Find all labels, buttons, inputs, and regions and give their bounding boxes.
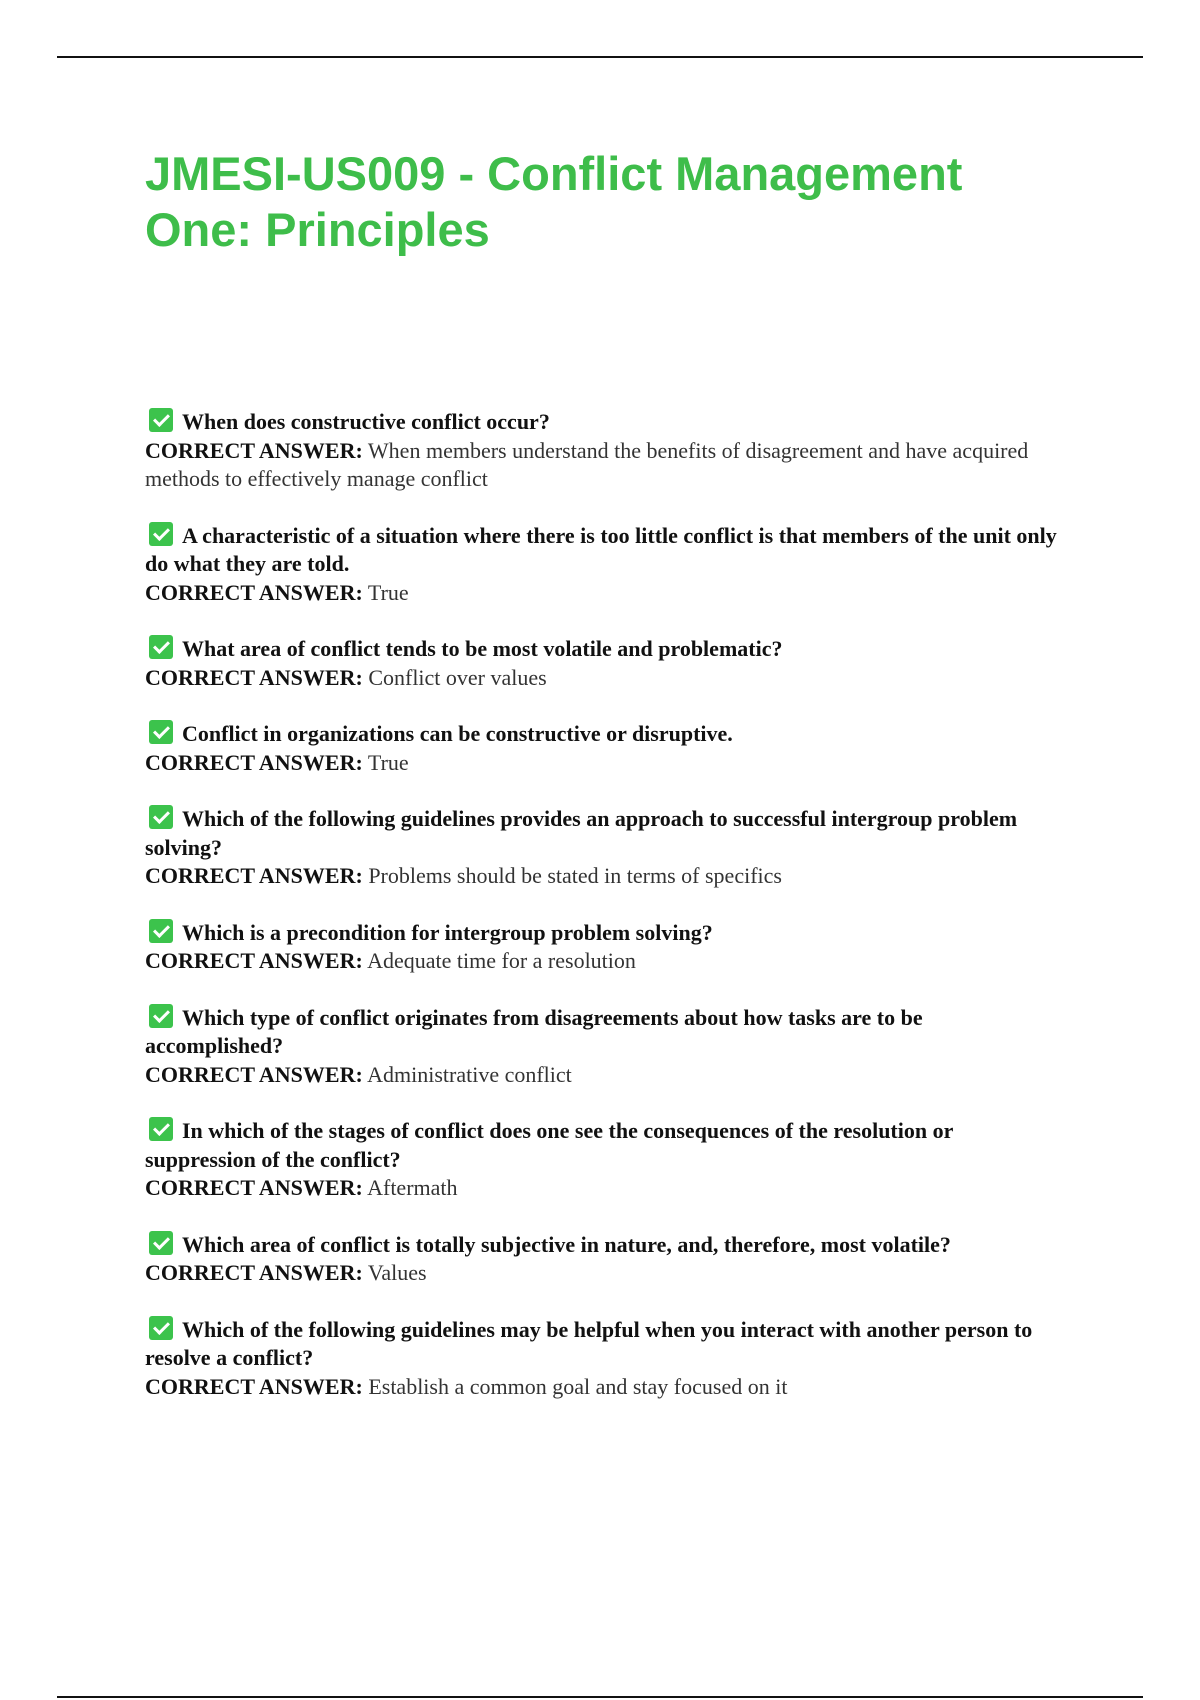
- answer-label: CORRECT ANSWER:: [145, 1061, 363, 1087]
- checkmark-icon: [149, 919, 173, 943]
- question-text: In which of the stages of conflict does one see the consequences of the resolution or suppression of the conflict?: [145, 1118, 953, 1172]
- question-text: Which of the following guidelines may be helpful when you interact with another person to resolve a conflict?: [145, 1316, 1033, 1370]
- answer-text: Conflict over values: [368, 664, 547, 690]
- checkmark-icon: [149, 1316, 173, 1340]
- answer-label: CORRECT ANSWER:: [145, 948, 363, 973]
- question-text: Which is a precondition for intergroup problem solving?: [182, 919, 713, 945]
- answer-text: Administrative conflict: [367, 1061, 572, 1087]
- checkmark-icon: [149, 720, 173, 744]
- qa-item: [145, 635, 1065, 692]
- checkmark-icon: [149, 805, 173, 829]
- question-text: A characteristic of a situation where there is too little conflict is that members of the unit only do what they are told.: [145, 522, 1057, 576]
- answer-label: CORRECT ANSWER:: [145, 1175, 363, 1200]
- answer-text: Aftermath: [367, 1175, 458, 1200]
- answer-label: CORRECT ANSWER:: [145, 437, 363, 463]
- question-text: Which area of conflict is totally subjective in nature, and, therefore, most volatile?: [182, 1231, 951, 1257]
- qa-item: [145, 1231, 1065, 1288]
- answer-text: Establish a common goal and stay focused on it: [368, 1373, 788, 1399]
- answer-text: Values: [367, 1260, 427, 1285]
- checkmark-icon: [149, 1231, 173, 1255]
- checkmark-icon: [149, 1004, 173, 1028]
- qa-item: [145, 805, 1065, 891]
- bottom-rule: [57, 1696, 1143, 1698]
- answer-text: Adequate time for a resolution: [367, 948, 636, 973]
- answer-label: CORRECT ANSWER:: [145, 863, 363, 888]
- qa-item: [145, 1117, 1065, 1203]
- answer-text: When members understand the benefits of disagreement and have acquired methods to effectively manage conflict: [145, 437, 1029, 491]
- qa-item: [145, 919, 1065, 976]
- question-text: Which type of conflict originates from disagreements about how tasks are to be accomplished?: [145, 1004, 923, 1058]
- document-title: JMESI-US009 - Conflict Management One: Principles: [145, 147, 963, 256]
- answer-label: CORRECT ANSWER:: [145, 749, 363, 775]
- answer-text: True: [367, 749, 409, 775]
- qa-item: [145, 1004, 1065, 1090]
- answer-label: CORRECT ANSWER:: [145, 1260, 363, 1285]
- checkmark-icon: [149, 1117, 173, 1141]
- checkmark-icon: [149, 635, 173, 659]
- checkmark-icon: [149, 408, 173, 432]
- qa-item: [145, 522, 1065, 608]
- top-rule: [57, 56, 1143, 58]
- answer-label: CORRECT ANSWER:: [145, 664, 363, 690]
- question-text: Which of the following guidelines provides an approach to successful intergroup problem solving?: [145, 806, 1018, 860]
- question-text: Conflict in organizations can be constructive or disruptive.: [182, 721, 733, 746]
- answer-label: CORRECT ANSWER:: [145, 579, 363, 605]
- question-text: When does constructive conflict occur?: [182, 409, 550, 434]
- question-text: What area of conflict tends to be most volatile and problematic?: [182, 636, 783, 661]
- answer-label: CORRECT ANSWER:: [145, 1373, 363, 1399]
- answer-text: Problems should be stated in terms of specifics: [368, 863, 782, 888]
- qa-item: [145, 1316, 1065, 1402]
- qa-list: [145, 408, 1065, 1429]
- qa-item: [145, 408, 1065, 494]
- checkmark-icon: [149, 522, 173, 546]
- qa-item: [145, 720, 1065, 777]
- answer-text: True: [367, 579, 409, 605]
